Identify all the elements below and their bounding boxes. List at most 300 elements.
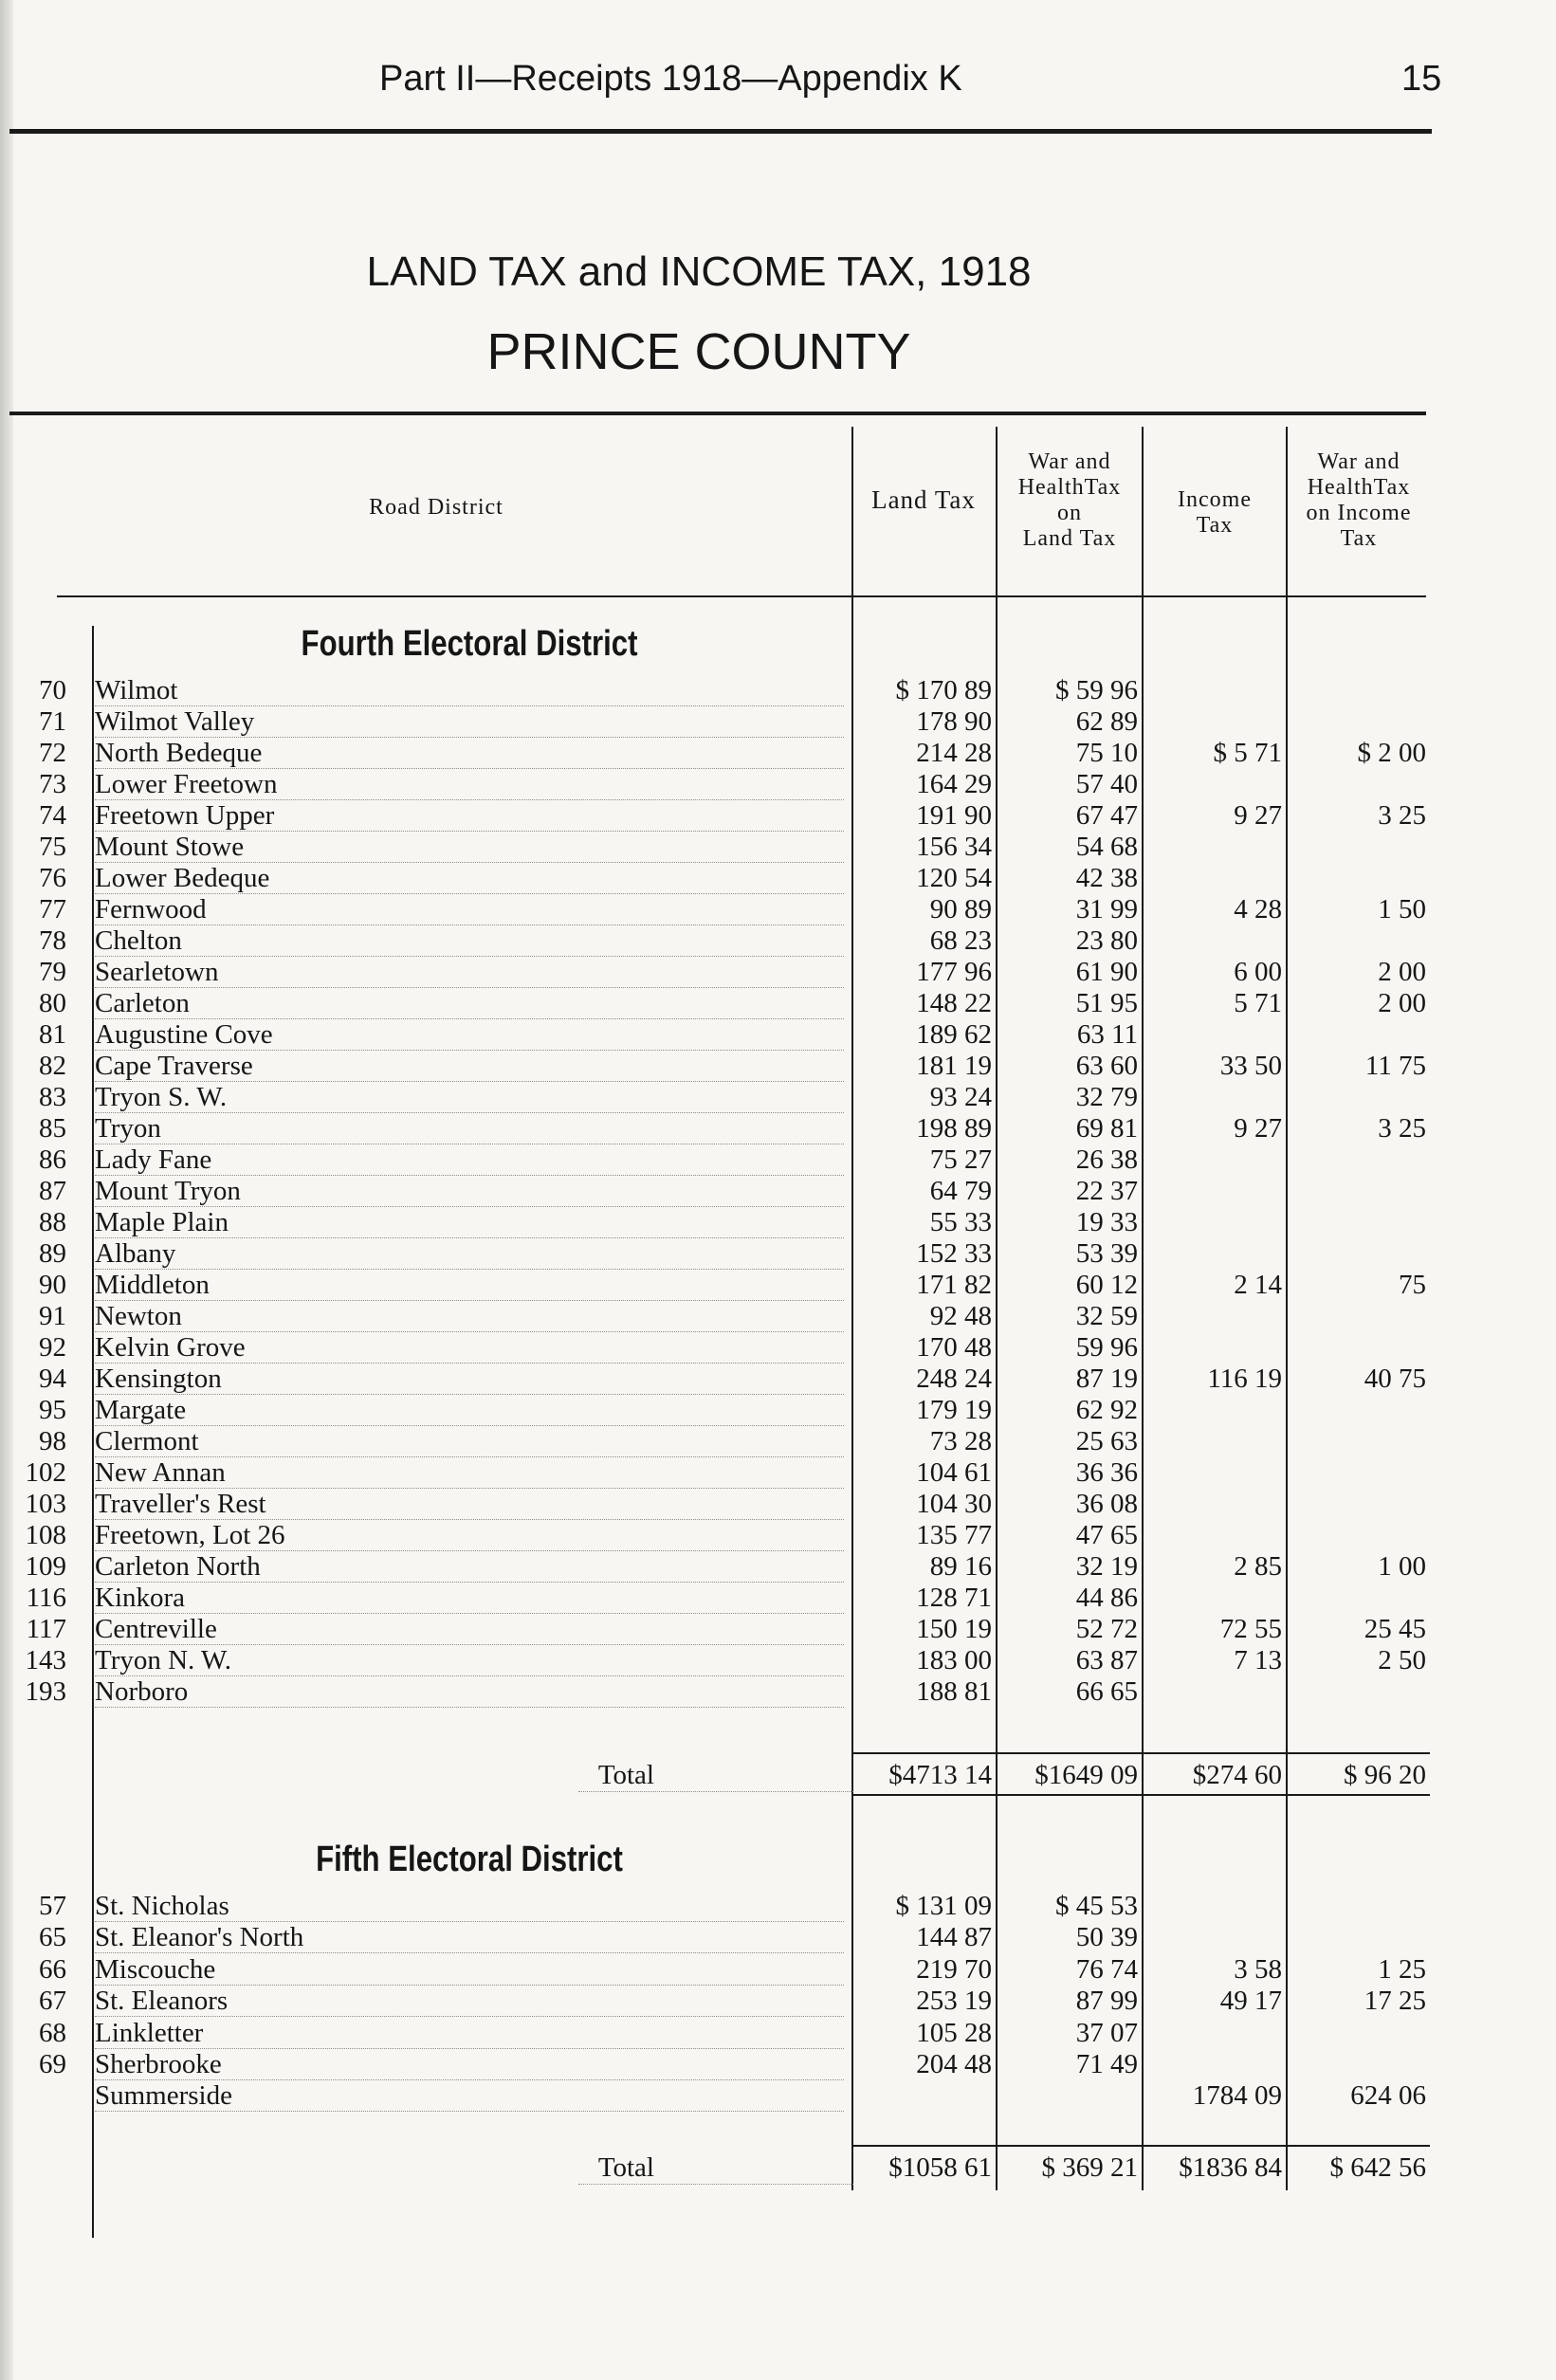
land-tax-cell: $ 131 09 <box>895 1891 992 1921</box>
road-district-name-text: Mount Tryon <box>95 1176 245 1206</box>
war-income-tax-cell: 2 50 <box>1378 1645 1426 1675</box>
road-district-name-text: St. Eleanor's North <box>95 1922 307 1952</box>
war-income-tax-cell: 17 25 <box>1364 1986 1426 2017</box>
table-row <box>0 1082 1460 1113</box>
war-land-tax-cell: 71 49 <box>1075 2049 1138 2079</box>
road-district-name-text: Wilmot <box>95 675 181 705</box>
table-row <box>0 2049 1460 2080</box>
road-district-name-text: Wilmot Valley <box>95 706 258 737</box>
war-income-tax-cell: 25 45 <box>1364 1614 1426 1644</box>
war-land-tax-cell: 32 19 <box>1075 1551 1138 1582</box>
war-income-tax-cell: 2 00 <box>1378 957 1426 987</box>
war-land-tax-cell: 23 80 <box>1075 925 1138 956</box>
road-district-name <box>95 1457 844 1489</box>
war-land-tax-cell: $ 45 53 <box>1055 1891 1138 1921</box>
land-tax-cell: 104 30 <box>916 1489 992 1519</box>
road-district-name-text: Searletown <box>95 957 222 987</box>
war-land-tax-cell: 76 74 <box>1075 1953 1138 1985</box>
road-district-name <box>95 769 844 800</box>
road-district-name-text: St. Nicholas <box>95 1891 233 1921</box>
road-district-number: 87 <box>39 1176 66 1206</box>
table-row <box>0 1457 1460 1489</box>
road-district-name-text: Lower Freetown <box>95 769 281 799</box>
war-land-tax-cell: 66 65 <box>1075 1676 1138 1707</box>
table-row <box>0 2080 1460 2112</box>
road-district-name <box>95 1426 844 1457</box>
road-district-name-text: Summerside <box>95 2080 236 2111</box>
road-district-name-text: Kelvin Grove <box>95 1332 249 1363</box>
land-tax-cell: 128 71 <box>916 1583 992 1613</box>
land-tax-cell: 178 90 <box>916 706 992 737</box>
table-row <box>0 1891 1460 1922</box>
road-district-name-text: Middleton <box>95 1270 213 1300</box>
table-row <box>0 1144 1460 1176</box>
war-land-tax-cell: $ 59 96 <box>1055 675 1138 705</box>
land-tax-cell: 214 28 <box>916 738 992 768</box>
land-tax-cell: 104 61 <box>916 1457 992 1488</box>
land-tax-cell: 75 27 <box>929 1144 992 1175</box>
income-tax-cell: 9 27 <box>1234 1113 1282 1144</box>
table-row <box>0 1645 1460 1676</box>
road-district-number: 90 <box>39 1270 66 1300</box>
total-income: $274 60 <box>1192 1760 1282 1790</box>
road-district-name <box>95 800 844 832</box>
col-head-land-tax <box>851 487 996 513</box>
war-land-tax-cell: 75 10 <box>1075 738 1138 768</box>
war-land-tax-cell: 54 68 <box>1075 832 1138 862</box>
war-land-tax-cell: 37 07 <box>1075 2017 1138 2048</box>
col-head-war-land-line: War and <box>1028 449 1111 474</box>
road-district-name <box>95 1520 844 1551</box>
total-income: $1836 84 <box>1179 2152 1282 2183</box>
war-land-tax-cell: 57 40 <box>1075 769 1138 799</box>
table-top-rule <box>9 412 1426 415</box>
war-land-tax-cell: 47 65 <box>1075 1520 1138 1550</box>
road-district-name <box>95 1645 844 1676</box>
land-tax-cell: 135 77 <box>916 1520 992 1550</box>
road-district-name <box>95 1395 844 1426</box>
war-income-tax-cell: 1 50 <box>1378 894 1426 925</box>
road-district-number: 193 <box>25 1676 66 1707</box>
road-district-number: 65 <box>39 1922 66 1953</box>
table-row <box>0 1238 1460 1270</box>
land-tax-cell: 171 82 <box>916 1270 992 1300</box>
total-land-tax: $1058 61 <box>888 2152 992 2183</box>
road-district-name-text: Albany <box>95 1238 179 1269</box>
war-land-tax-cell: 67 47 <box>1075 800 1138 831</box>
col-head-income-line: Income <box>1178 487 1252 512</box>
war-land-tax-cell: 59 96 <box>1075 1332 1138 1363</box>
table-row <box>0 1051 1460 1082</box>
road-district-name <box>95 925 844 957</box>
war-income-tax-cell: 11 75 <box>1364 1051 1426 1081</box>
land-tax-cell: 93 24 <box>929 1082 992 1112</box>
road-district-name <box>95 1051 844 1082</box>
table-row <box>0 1395 1460 1426</box>
income-tax-cell: 72 55 <box>1219 1614 1282 1644</box>
road-district-name <box>95 832 844 863</box>
road-district-number: 89 <box>39 1238 66 1269</box>
income-tax-cell: 116 19 <box>1207 1364 1282 1394</box>
table-row <box>0 1676 1460 1708</box>
road-district-name-text: St. Eleanors <box>95 1986 231 2016</box>
table-row <box>0 706 1460 738</box>
col-head-war-income-line: on Income <box>1306 501 1412 525</box>
road-district-name-text: Cape Traverse <box>95 1051 257 1081</box>
table-row <box>0 1301 1460 1332</box>
land-tax-cell: $ 170 89 <box>895 675 992 705</box>
table-row <box>0 800 1460 832</box>
war-land-tax-cell: 25 63 <box>1075 1426 1138 1456</box>
road-district-number: 69 <box>39 2049 66 2079</box>
road-district-name-text: Linkletter <box>95 2018 207 2048</box>
district-heading-fourth: Fourth Electoral District <box>301 624 638 664</box>
road-district-name <box>95 1364 844 1395</box>
income-tax-cell: 2 14 <box>1234 1270 1282 1300</box>
road-district-name-text: Tryon N. W. <box>95 1645 235 1675</box>
road-district-name <box>95 1676 844 1708</box>
road-district-number: 79 <box>39 957 66 987</box>
total-land-tax: $4713 14 <box>888 1760 992 1790</box>
road-district-number: 102 <box>25 1457 66 1488</box>
table-row <box>0 1520 1460 1551</box>
table-row <box>0 863 1460 894</box>
county-title: PRINCE COUNTY <box>486 323 911 380</box>
table-row <box>0 1954 1460 1986</box>
land-tax-cell: 150 19 <box>916 1614 992 1644</box>
road-district-name <box>95 1891 844 1922</box>
road-district-name <box>95 1207 844 1238</box>
war-income-tax-cell: 2 00 <box>1378 988 1426 1018</box>
col-head-land-tax-label: Land Tax <box>871 485 976 514</box>
table-row <box>0 1332 1460 1364</box>
land-tax-cell: 156 34 <box>916 832 992 862</box>
road-district-name <box>95 706 844 738</box>
income-tax-cell: 5 71 <box>1234 988 1282 1018</box>
income-tax-cell: 6 00 <box>1234 957 1282 987</box>
war-income-tax-cell: 40 75 <box>1364 1364 1426 1394</box>
road-district-number: 70 <box>39 675 66 705</box>
total-label: Total <box>578 1760 853 1792</box>
road-district-number: 80 <box>39 988 66 1018</box>
road-district-name-text: Centreville <box>95 1614 221 1644</box>
war-income-tax-cell: 1 00 <box>1378 1551 1426 1582</box>
land-tax-cell: 170 48 <box>916 1332 992 1363</box>
table-row <box>0 832 1460 863</box>
road-district-number: 108 <box>25 1520 66 1550</box>
total-top-rule <box>851 1752 1430 1754</box>
war-land-tax-cell: 50 39 <box>1075 1922 1138 1953</box>
table-row <box>0 1551 1460 1583</box>
road-district-name <box>95 1583 844 1614</box>
war-land-tax-cell: 36 08 <box>1075 1489 1138 1519</box>
table-row <box>0 957 1460 988</box>
war-land-tax-cell: 87 19 <box>1075 1364 1138 1394</box>
road-district-number: 68 <box>39 2017 66 2048</box>
total-bottom-rule <box>851 1794 1430 1796</box>
running-title: Part II—Receipts 1918—Appendix K <box>379 59 962 99</box>
total-label: Total <box>578 2152 853 2185</box>
road-district-name <box>95 988 844 1019</box>
district-heading-fifth: Fifth Electoral District <box>316 1840 623 1879</box>
total-war-land: $1649 09 <box>1034 1760 1138 1790</box>
war-land-tax-cell: 53 39 <box>1075 1238 1138 1269</box>
road-district-name-text: Carleton North <box>95 1551 265 1582</box>
road-district-name <box>95 1954 844 1986</box>
table-row <box>0 675 1460 706</box>
war-land-tax-cell: 51 95 <box>1075 988 1138 1018</box>
land-tax-cell: 90 89 <box>929 894 992 925</box>
table-row <box>0 1113 1460 1144</box>
road-district-name <box>95 1986 844 2017</box>
road-district-number: 94 <box>39 1364 66 1394</box>
table-row <box>0 738 1460 769</box>
table-row <box>0 2018 1460 2049</box>
income-tax-cell: 33 50 <box>1219 1051 1282 1081</box>
road-district-name-text: North Bedeque <box>95 738 265 768</box>
road-district-name-text: Traveller's Rest <box>95 1489 270 1519</box>
road-district-number: 86 <box>39 1144 66 1175</box>
road-district-name-text: Miscouche <box>95 1954 219 1985</box>
col-head-war-land <box>998 449 1142 552</box>
road-district-name <box>95 1489 844 1520</box>
road-district-name <box>95 1922 844 1953</box>
war-land-tax-cell: 42 38 <box>1075 863 1138 893</box>
war-income-tax-cell: 1 25 <box>1378 1953 1426 1985</box>
income-tax-cell: $ 5 71 <box>1213 738 1282 768</box>
road-district-number: 92 <box>39 1332 66 1363</box>
col-head-road-district <box>284 495 588 521</box>
road-district-number: 88 <box>39 1207 66 1237</box>
war-land-tax-cell: 19 33 <box>1075 1207 1138 1237</box>
table-row <box>0 1922 1460 1953</box>
road-district-name <box>95 1301 844 1332</box>
road-district-name <box>95 675 844 706</box>
road-district-number: 57 <box>39 1891 66 1921</box>
road-district-number: 72 <box>39 738 66 768</box>
war-land-tax-cell: 61 90 <box>1075 957 1138 987</box>
table-row <box>0 1207 1460 1238</box>
road-district-name-text: Freetown, Lot 26 <box>95 1520 289 1550</box>
road-district-name <box>95 2049 844 2080</box>
road-district-number: 85 <box>39 1113 66 1144</box>
road-district-name-text: Maple Plain <box>95 1207 232 1237</box>
war-income-tax-cell: $ 2 00 <box>1357 738 1426 768</box>
road-district-number: 73 <box>39 769 66 799</box>
land-tax-cell: 191 90 <box>916 800 992 831</box>
land-tax-cell: 198 89 <box>916 1113 992 1144</box>
road-district-number: 71 <box>39 706 66 737</box>
road-district-number: 82 <box>39 1051 66 1081</box>
land-tax-cell: 219 70 <box>916 1953 992 1985</box>
road-district-number: 117 <box>26 1614 66 1644</box>
land-tax-cell: 105 28 <box>916 2017 992 2048</box>
col-head-road-district-label: Road District <box>369 495 503 520</box>
table-row <box>0 1176 1460 1207</box>
war-land-tax-cell: 69 81 <box>1075 1113 1138 1144</box>
total-war-land: $ 369 21 <box>1041 2152 1138 2183</box>
war-land-tax-cell: 32 59 <box>1075 1301 1138 1331</box>
war-income-tax-cell: 624 06 <box>1350 2080 1426 2112</box>
road-district-name-text: Chelton <box>95 925 186 956</box>
road-district-name-text: Carleton <box>95 988 193 1018</box>
total-top-rule <box>851 2145 1430 2147</box>
income-tax-cell: 9 27 <box>1234 800 1282 831</box>
table-row <box>0 1270 1460 1301</box>
income-tax-cell: 2 85 <box>1234 1551 1282 1582</box>
income-tax-cell: 7 13 <box>1234 1645 1282 1675</box>
road-district-name <box>95 894 844 925</box>
page-title: LAND TAX and INCOME TAX, 1918 <box>366 248 1032 295</box>
table-row <box>0 1489 1460 1520</box>
page-number: 15 <box>1401 59 1442 99</box>
land-tax-cell: 92 48 <box>929 1301 992 1331</box>
road-district-number: 77 <box>39 894 66 925</box>
war-land-tax-cell: 31 99 <box>1075 894 1138 925</box>
road-district-name-text: Clermont <box>95 1426 203 1456</box>
land-tax-cell: 253 19 <box>916 1986 992 2017</box>
road-district-number: 98 <box>39 1426 66 1456</box>
road-district-number: 95 <box>39 1395 66 1425</box>
col-head-war-land-line: on <box>1057 501 1082 525</box>
road-district-number: 78 <box>39 925 66 956</box>
total-war-income: $ 642 56 <box>1329 2152 1426 2183</box>
road-district-name <box>95 1614 844 1645</box>
road-district-number: 103 <box>25 1489 66 1519</box>
table-row <box>0 1583 1460 1614</box>
col-head-war-land-line: Land Tax <box>1022 526 1117 551</box>
income-tax-cell: 49 17 <box>1219 1986 1282 2017</box>
road-district-number: 143 <box>25 1645 66 1675</box>
road-district-name <box>95 1113 844 1144</box>
table-row <box>0 988 1460 1019</box>
road-district-name-text: Lower Bedeque <box>95 863 273 893</box>
road-district-number: 91 <box>39 1301 66 1331</box>
road-district-number: 67 <box>39 1986 66 2017</box>
land-tax-cell: 248 24 <box>916 1364 992 1394</box>
table-row <box>0 1986 1460 2017</box>
header-bottom-rule <box>57 595 1426 597</box>
col-head-war-income-line: HealthTax <box>1307 475 1411 500</box>
war-land-tax-cell: 22 37 <box>1075 1176 1138 1206</box>
war-land-tax-cell: 44 86 <box>1075 1583 1138 1613</box>
road-district-name-text: Tryon <box>95 1113 165 1144</box>
road-district-name <box>95 2018 844 2049</box>
war-income-tax-cell: 75 <box>1399 1270 1426 1300</box>
table-row <box>0 1019 1460 1051</box>
war-land-tax-cell: 63 60 <box>1075 1051 1138 1081</box>
road-district-name-text: Freetown Upper <box>95 800 278 831</box>
road-district-name-text: Fernwood <box>95 894 211 925</box>
land-tax-cell: 152 33 <box>916 1238 992 1269</box>
land-tax-cell: 204 48 <box>916 2049 992 2079</box>
col-head-income-tax <box>1144 487 1286 539</box>
road-district-name <box>95 738 844 769</box>
header-rule <box>9 129 1432 134</box>
war-income-tax-cell: 3 25 <box>1378 800 1426 831</box>
land-tax-cell: 188 81 <box>916 1676 992 1707</box>
road-district-number: 83 <box>39 1082 66 1112</box>
land-tax-cell: 183 00 <box>916 1645 992 1675</box>
road-district-number: 76 <box>39 863 66 893</box>
road-district-name <box>95 1144 844 1176</box>
road-district-number: 109 <box>25 1551 66 1582</box>
road-district-number: 66 <box>39 1953 66 1985</box>
land-tax-cell: 68 23 <box>929 925 992 956</box>
road-district-name <box>95 2080 844 2112</box>
war-land-tax-cell: 36 36 <box>1075 1457 1138 1488</box>
table-row <box>0 1364 1460 1395</box>
land-tax-cell: 144 87 <box>916 1922 992 1953</box>
road-district-name <box>95 1238 844 1270</box>
road-district-name <box>95 1270 844 1301</box>
road-district-name-text: Mount Stowe <box>95 832 247 862</box>
land-tax-cell: 177 96 <box>916 957 992 987</box>
col-head-income-line: Tax <box>1196 513 1234 538</box>
table-row <box>0 925 1460 957</box>
road-district-name-text: Augustine Cove <box>95 1019 277 1050</box>
land-tax-cell: 73 28 <box>929 1426 992 1456</box>
war-land-tax-cell: 63 87 <box>1075 1645 1138 1675</box>
land-tax-cell: 55 33 <box>929 1207 992 1237</box>
war-land-tax-cell: 52 72 <box>1075 1614 1138 1644</box>
road-district-name-text: Kinkora <box>95 1583 189 1613</box>
war-land-tax-cell: 62 92 <box>1075 1395 1138 1425</box>
road-district-name-text: Kensington <box>95 1364 226 1394</box>
war-land-tax-cell: 63 11 <box>1076 1019 1138 1050</box>
land-tax-cell: 181 19 <box>916 1051 992 1081</box>
income-tax-cell: 1784 09 <box>1192 2080 1282 2112</box>
land-tax-cell: 179 19 <box>916 1395 992 1425</box>
col-head-war-income-line: Tax <box>1340 526 1378 551</box>
road-district-name <box>95 1082 844 1113</box>
road-district-name <box>95 957 844 988</box>
land-tax-cell: 164 29 <box>916 769 992 799</box>
table-row <box>0 1614 1460 1645</box>
road-district-number: 75 <box>39 832 66 862</box>
land-tax-cell: 120 54 <box>916 863 992 893</box>
income-tax-cell: 4 28 <box>1234 894 1282 925</box>
table-row <box>0 894 1460 925</box>
road-district-number: 116 <box>26 1583 66 1613</box>
road-district-name <box>95 1551 844 1583</box>
road-district-name <box>95 1332 844 1364</box>
col-head-war-land-line: HealthTax <box>1017 475 1122 500</box>
road-district-name <box>95 863 844 894</box>
table-row <box>0 1426 1460 1457</box>
table-row <box>0 769 1460 800</box>
road-district-name-text: New Annan <box>95 1457 229 1488</box>
col-head-war-income <box>1288 449 1430 552</box>
road-district-name-text: Sherbrooke <box>95 2049 226 2079</box>
war-land-tax-cell: 87 99 <box>1075 1986 1138 2017</box>
col-head-war-income-line: War and <box>1317 449 1400 474</box>
land-tax-cell: 148 22 <box>916 988 992 1018</box>
road-district-name-text: Tryon S. W. <box>95 1082 230 1112</box>
war-land-tax-cell: 32 79 <box>1075 1082 1138 1112</box>
land-tax-cell: 89 16 <box>929 1551 992 1582</box>
war-land-tax-cell: 26 38 <box>1075 1144 1138 1175</box>
war-land-tax-cell: 60 12 <box>1075 1270 1138 1300</box>
road-district-name-text: Norboro <box>95 1676 192 1707</box>
war-income-tax-cell: 3 25 <box>1378 1113 1426 1144</box>
land-tax-cell: 64 79 <box>929 1176 992 1206</box>
income-tax-cell: 3 58 <box>1234 1953 1282 1985</box>
road-district-number: 81 <box>39 1019 66 1050</box>
road-district-name-text: Lady Fane <box>95 1144 215 1175</box>
total-war-income: $ 96 20 <box>1344 1760 1426 1790</box>
road-district-name-text: Margate <box>95 1395 190 1425</box>
